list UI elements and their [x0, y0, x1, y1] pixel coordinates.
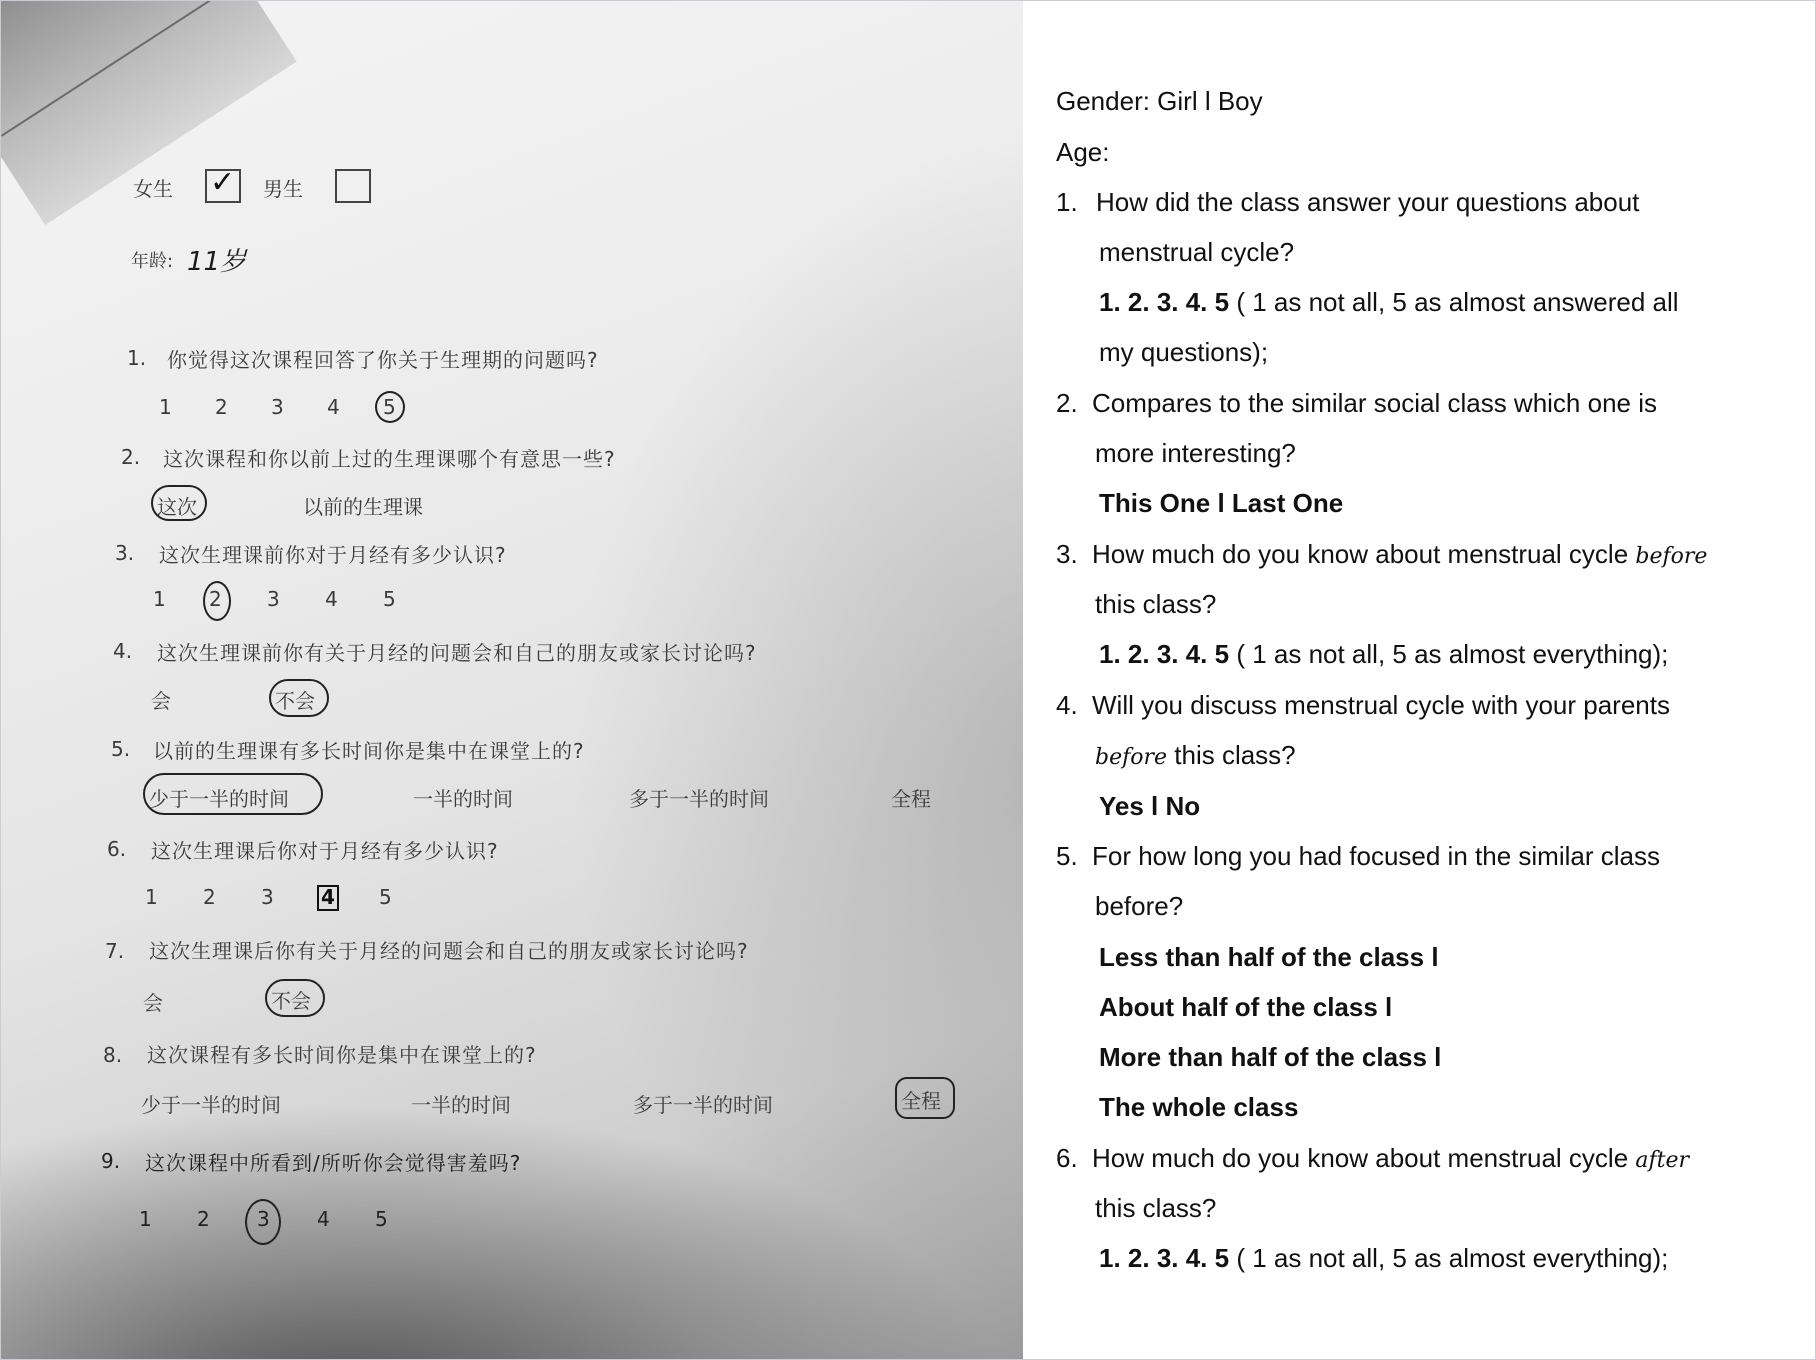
q5-number: 5. — [111, 737, 131, 761]
q2-line1 — [1056, 388, 1657, 419]
q6-text: 这次生理课后你对于月经有多少认识? — [151, 839, 499, 863]
q4-answer-options: Yes l No — [1099, 791, 1201, 821]
q6-text-1: How much do you know about menstrual cycle — [1092, 1143, 1636, 1173]
translation-panel — [1023, 1, 1815, 1359]
q5-option-less-than-half: 少于一半的时间 — [149, 787, 289, 811]
q6-option-3: 3 — [261, 885, 274, 909]
q3-scale: 1. 2. 3. 4. 5 — [1099, 639, 1230, 669]
q1-number: 1. — [127, 346, 147, 370]
q3-emphasis-before: before — [1635, 544, 1708, 569]
q6-emphasis-after: after — [1635, 1148, 1690, 1173]
q7-selection-circle — [265, 979, 325, 1017]
gender-male-checkbox — [335, 169, 371, 203]
q6-scale-note: ( 1 as not all, 5 as almost everything); — [1229, 1243, 1669, 1273]
q2-answer-options: This One l Last One — [1099, 488, 1344, 518]
q5-text-1: For how long you had focused in the similar class — [1092, 841, 1660, 871]
q9-selection-circle — [245, 1199, 281, 1245]
q1-scale: 1. 2. 3. 4. 5 — [1099, 287, 1230, 317]
q8-option-half: 一半的时间 — [411, 1093, 511, 1117]
q8-selection-circle — [895, 1077, 955, 1119]
q6-selection-box — [317, 885, 339, 911]
q9-number: 9. — [101, 1149, 121, 1173]
age-label: 年龄: — [131, 251, 174, 272]
q5-text: 以前的生理课有多长时间你是集中在课堂上的? — [153, 739, 585, 763]
q4-line2 — [1095, 740, 1296, 771]
q7-option-no: 不会 — [271, 989, 311, 1013]
q7-number: 7. — [105, 939, 125, 963]
q5-answer-4: The whole class — [1099, 1092, 1299, 1122]
q5-option-whole: 全程 — [891, 787, 931, 811]
q3-text-1: How much do you know about menstrual cycle — [1092, 539, 1636, 569]
q6-line1 — [1056, 1143, 1689, 1174]
q1-line1 — [1056, 187, 1639, 218]
q8-option-less-than-half: 少于一半的时间 — [141, 1093, 281, 1117]
q4-number: 4. — [113, 639, 133, 663]
age-line: Age: — [1056, 137, 1110, 167]
q1-text: 你觉得这次课程回答了你关于生理期的问题吗? — [167, 348, 599, 372]
q4-emphasis-before: before — [1095, 745, 1168, 770]
q1-option-1: 1 — [159, 395, 172, 419]
q2-number: 2. — [121, 445, 141, 469]
q7-text: 这次生理课后你有关于月经的问题会和自己的朋友或家长讨论吗? — [149, 939, 749, 963]
q2-text: 这次课程和你以前上过的生理课哪个有意思一些? — [163, 447, 616, 471]
q4-text-2: this class? — [1167, 740, 1296, 770]
gender-female-checkbox — [205, 165, 241, 203]
q5-line1 — [1056, 841, 1660, 872]
q3-selection-circle — [203, 581, 231, 621]
q6-scale: 1. 2. 3. 4. 5 — [1099, 1243, 1230, 1273]
q5-answer-3: More than half of the class l — [1099, 1042, 1442, 1072]
q1-selection-circle — [375, 391, 405, 423]
q1-scale-line — [1099, 287, 1679, 318]
q9-option-2: 2 — [197, 1207, 210, 1231]
q3-option-3: 3 — [267, 587, 280, 611]
q9-option-4: 4 — [317, 1207, 330, 1231]
q1-number: 1. — [1056, 187, 1078, 217]
q2-number: 2. — [1056, 388, 1078, 418]
q5-number: 5. — [1056, 841, 1078, 871]
q6-text-2: this class? — [1095, 1193, 1217, 1223]
q5-text-2: before? — [1095, 891, 1184, 921]
q2-option-this: 这次 — [157, 495, 197, 519]
q9-option-5: 5 — [375, 1207, 388, 1231]
q6-number: 6. — [1056, 1143, 1078, 1173]
q3-scale-line — [1099, 639, 1668, 670]
q5-answer-2: About half of the class l — [1099, 992, 1393, 1022]
gender-line: Gender: Girl l Boy — [1056, 86, 1263, 116]
q4-text-1: Will you discuss menstrual cycle with your parents — [1092, 690, 1670, 720]
q1-option-2: 2 — [215, 395, 228, 419]
q4-option-yes: 会 — [151, 689, 171, 713]
q1-text-2: menstrual cycle? — [1099, 237, 1295, 267]
q6-option-5: 5 — [379, 885, 392, 909]
q5-option-more-than-half: 多于一半的时间 — [629, 787, 769, 811]
q5-option-half: 一半的时间 — [413, 787, 513, 811]
q3-option-5: 5 — [383, 587, 396, 611]
q9-text: 这次课程中所看到/所听你会觉得害羞吗? — [145, 1151, 522, 1175]
q2-text-1: Compares to the similar social class which one is — [1092, 388, 1657, 418]
q3-number: 3. — [1056, 539, 1078, 569]
q2-selection-circle — [151, 485, 207, 521]
q1-option-3: 3 — [271, 395, 284, 419]
gender-male-label: 男生 — [263, 177, 303, 201]
q6-option-1: 1 — [145, 885, 158, 909]
q8-option-whole: 全程 — [901, 1089, 941, 1113]
checkmark-icon: ✓ — [210, 165, 236, 200]
q1-scale-note: ( 1 as not all, 5 as almost answered all — [1229, 287, 1679, 317]
q5-selection-circle — [143, 773, 323, 815]
q3-line1 — [1056, 539, 1707, 570]
q3-text: 这次生理课前你对于月经有多少认识? — [159, 543, 507, 567]
q3-option-1: 1 — [153, 587, 166, 611]
q4-option-no: 不会 — [275, 689, 315, 713]
q3-text-2: this class? — [1095, 589, 1217, 619]
q1-text-1: How did the class answer your questions about — [1096, 187, 1640, 217]
q1-option-5: 5 — [383, 395, 396, 419]
q6-option-2: 2 — [203, 885, 216, 909]
q4-line1 — [1056, 690, 1670, 721]
q5-answer-1: Less than half of the class l — [1099, 942, 1439, 972]
q3-option-4: 4 — [325, 587, 338, 611]
q4-text: 这次生理课前你有关于月经的问题会和自己的朋友或家长讨论吗? — [157, 641, 757, 665]
q9-option-3: 3 — [257, 1207, 270, 1231]
q8-option-more-than-half: 多于一半的时间 — [633, 1093, 773, 1117]
q2-option-previous: 以前的生理课 — [303, 495, 423, 519]
q3-option-2: 2 — [209, 587, 222, 611]
q6-scale-line — [1099, 1243, 1668, 1274]
survey-photo — [1, 1, 1023, 1360]
q4-number: 4. — [1056, 690, 1078, 720]
q1-option-4: 4 — [327, 395, 340, 419]
q8-number: 8. — [103, 1043, 123, 1067]
q8-text: 这次课程有多长时间你是集中在课堂上的? — [147, 1043, 537, 1067]
age-value: 11岁 — [187, 247, 247, 277]
q9-option-1: 1 — [139, 1207, 152, 1231]
gender-female-label: 女生 — [133, 177, 173, 201]
q6-number: 6. — [107, 837, 127, 861]
q3-number: 3. — [115, 541, 135, 565]
q6-option-4: 4 — [321, 885, 335, 909]
q2-text-2: more interesting? — [1095, 438, 1296, 468]
q7-option-yes: 会 — [143, 991, 163, 1015]
q4-selection-circle — [269, 679, 329, 717]
q1-scale-note-2: my questions); — [1099, 337, 1269, 367]
q3-scale-note: ( 1 as not all, 5 as almost everything); — [1229, 639, 1669, 669]
